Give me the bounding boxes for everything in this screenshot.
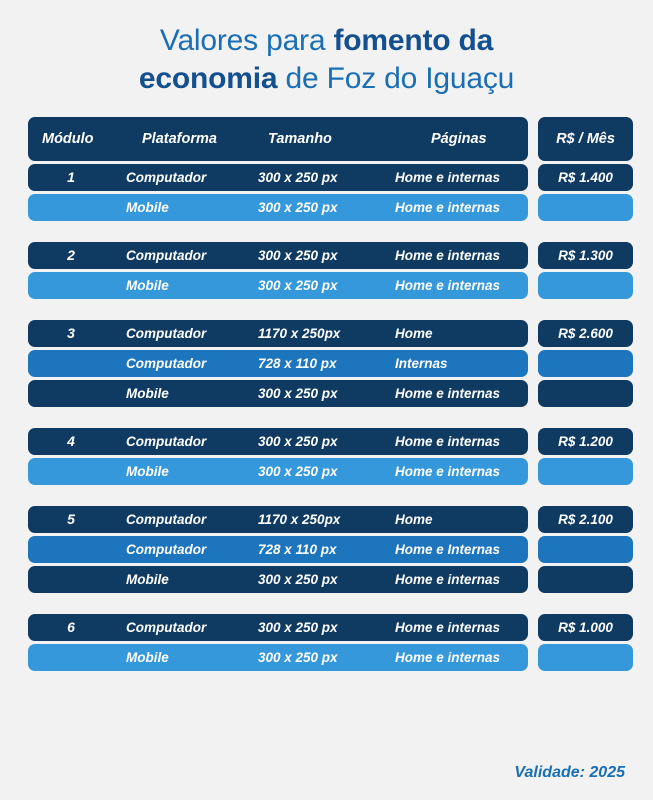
- cell-valor: [538, 194, 633, 221]
- row-right-block: [538, 506, 633, 533]
- cell-paginas: Home e internas: [395, 277, 501, 293]
- cell-paginas: Home: [395, 325, 433, 341]
- row-left-block: [28, 350, 528, 377]
- page-title-line-2: [28, 60, 625, 98]
- row-left-block: [28, 506, 528, 533]
- cell-tamanho: 300 x 250 px: [258, 247, 338, 263]
- cell-tamanho: 728 x 110 px: [258, 355, 337, 371]
- cell-plataforma: Computador: [126, 247, 207, 263]
- cell-modulo: [28, 380, 114, 407]
- header-tamanho: Tamanho: [268, 130, 332, 147]
- cell-paginas: Home e internas: [395, 649, 501, 665]
- row-right-block: [538, 380, 633, 407]
- table-row[interactable]: [28, 506, 625, 533]
- row-right-block: [538, 644, 633, 671]
- table-row[interactable]: [28, 644, 625, 671]
- cell-tamanho: 300 x 250 px: [258, 169, 338, 185]
- table-header-row: [28, 117, 625, 161]
- row-left-block: [28, 272, 528, 299]
- row-left-block: [28, 380, 528, 407]
- header-plataforma: Plataforma: [142, 130, 217, 147]
- cell-valor: [538, 566, 633, 593]
- page-title-line-1: [28, 22, 625, 60]
- cell-paginas: Home e internas: [395, 433, 501, 449]
- cell-tamanho: 1170 x 250px: [258, 325, 341, 341]
- cell-modulo: 5: [67, 511, 75, 528]
- group-spacer: [28, 224, 625, 242]
- row-left-block: [28, 536, 528, 563]
- cell-tamanho: 300 x 250 px: [258, 277, 338, 293]
- row-right-block: [538, 272, 633, 299]
- title-text-bold-2: economia: [138, 62, 278, 96]
- cell-plataforma: Computador: [126, 433, 207, 449]
- table-row[interactable]: [28, 380, 625, 407]
- cell-valor: R$ 1.300: [558, 247, 613, 263]
- table-row[interactable]: [28, 164, 625, 191]
- row-right-block: [538, 320, 633, 347]
- cell-plataforma: Mobile: [126, 199, 169, 215]
- row-left-block: [28, 164, 528, 191]
- cell-modulo: [28, 536, 114, 563]
- cell-modulo: [28, 566, 114, 593]
- table-row[interactable]: [28, 458, 625, 485]
- cell-valor: R$ 2.100: [558, 511, 613, 527]
- cell-paginas: Home e internas: [395, 385, 501, 401]
- cell-modulo: 3: [67, 325, 75, 342]
- cell-modulo: 4: [67, 433, 75, 450]
- cell-modulo: 2: [67, 247, 75, 264]
- row-right-block: [538, 536, 633, 563]
- cell-paginas: Home e internas: [395, 199, 501, 215]
- cell-plataforma: Mobile: [126, 463, 169, 479]
- title-text-plain-1: Valores para: [159, 24, 334, 57]
- cell-valor: [538, 272, 633, 299]
- table-row[interactable]: [28, 428, 625, 455]
- row-right-block: [538, 242, 633, 269]
- pricing-table: [28, 117, 625, 671]
- row-left-block: [28, 428, 528, 455]
- group-spacer: [28, 302, 625, 320]
- cell-paginas: Home e internas: [395, 463, 501, 479]
- header-valor: R$ / Mês: [538, 117, 633, 161]
- row-left-block: [28, 614, 528, 641]
- row-right-block: [538, 614, 633, 641]
- table-row[interactable]: [28, 272, 625, 299]
- title-text-plain-2: de Foz do Iguaçu: [277, 62, 515, 96]
- cell-valor: R$ 1.400: [558, 169, 613, 185]
- cell-paginas: Internas: [395, 355, 448, 371]
- cell-plataforma: Computador: [126, 511, 207, 527]
- cell-plataforma: Mobile: [126, 571, 169, 587]
- header-paginas: Páginas: [431, 130, 487, 147]
- cell-tamanho: 300 x 250 px: [258, 433, 338, 449]
- group-spacer: [28, 410, 625, 428]
- table-row[interactable]: [28, 350, 625, 377]
- row-left-block: [28, 320, 528, 347]
- cell-valor: R$ 1.200: [558, 433, 613, 449]
- cell-plataforma: Computador: [126, 169, 207, 185]
- cell-valor: R$ 2.600: [558, 325, 613, 341]
- cell-tamanho: 300 x 250 px: [258, 571, 338, 587]
- cell-modulo: [28, 644, 114, 671]
- cell-plataforma: Computador: [126, 619, 207, 635]
- row-right-block: [538, 164, 633, 191]
- table-row[interactable]: [28, 320, 625, 347]
- row-left-block: [28, 194, 528, 221]
- cell-valor: [538, 380, 633, 407]
- cell-tamanho: 300 x 250 px: [258, 463, 338, 479]
- cell-plataforma: Mobile: [126, 649, 169, 665]
- cell-tamanho: 1170 x 250px: [258, 511, 341, 527]
- cell-paginas: Home e internas: [395, 619, 501, 635]
- cell-tamanho: 728 x 110 px: [258, 541, 337, 557]
- table-body: [28, 164, 625, 671]
- header-left-block: [28, 117, 528, 161]
- cell-tamanho: 300 x 250 px: [258, 385, 338, 401]
- cell-paginas: Home e internas: [395, 169, 501, 185]
- cell-paginas: Home e Internas: [395, 541, 501, 557]
- cell-tamanho: 300 x 250 px: [258, 619, 338, 635]
- cell-paginas: Home e internas: [395, 571, 501, 587]
- cell-modulo: 6: [67, 619, 75, 636]
- cell-modulo: [28, 350, 114, 377]
- cell-tamanho: 300 x 250 px: [258, 199, 338, 215]
- table-row[interactable]: [28, 566, 625, 593]
- cell-plataforma: Computador: [126, 541, 207, 557]
- table-row[interactable]: [28, 614, 625, 641]
- row-right-block: [538, 194, 633, 221]
- title-text-bold-1: fomento da: [333, 24, 494, 57]
- row-right-block: [538, 566, 633, 593]
- cell-valor: [538, 536, 633, 563]
- cell-valor: [538, 644, 633, 671]
- cell-plataforma: Computador: [126, 325, 207, 341]
- cell-paginas: Home e internas: [395, 247, 501, 263]
- row-left-block: [28, 242, 528, 269]
- group-spacer: [28, 596, 625, 614]
- row-right-block: [538, 350, 633, 377]
- cell-plataforma: Mobile: [126, 277, 169, 293]
- row-left-block: [28, 566, 528, 593]
- validity-label: Validade: 2025: [514, 764, 625, 781]
- group-spacer: [28, 488, 625, 506]
- cell-paginas: Home: [395, 511, 433, 527]
- table-row[interactable]: [28, 194, 625, 221]
- row-left-block: [28, 458, 528, 485]
- row-right-block: [538, 428, 633, 455]
- cell-plataforma: Mobile: [126, 385, 169, 401]
- cell-modulo: [28, 458, 114, 485]
- cell-modulo: [28, 194, 114, 221]
- row-right-block: [538, 458, 633, 485]
- table-row[interactable]: [28, 536, 625, 563]
- cell-plataforma: Computador: [126, 355, 207, 371]
- cell-modulo: 1: [67, 169, 75, 186]
- cell-tamanho: 300 x 250 px: [258, 649, 338, 665]
- header-modulo: Módulo: [42, 130, 94, 147]
- cell-valor: [538, 350, 633, 377]
- cell-valor: R$ 1.000: [558, 619, 613, 635]
- page-title: [28, 0, 625, 99]
- cell-valor: [538, 458, 633, 485]
- cell-modulo: [28, 272, 114, 299]
- row-left-block: [28, 644, 528, 671]
- table-row[interactable]: [28, 242, 625, 269]
